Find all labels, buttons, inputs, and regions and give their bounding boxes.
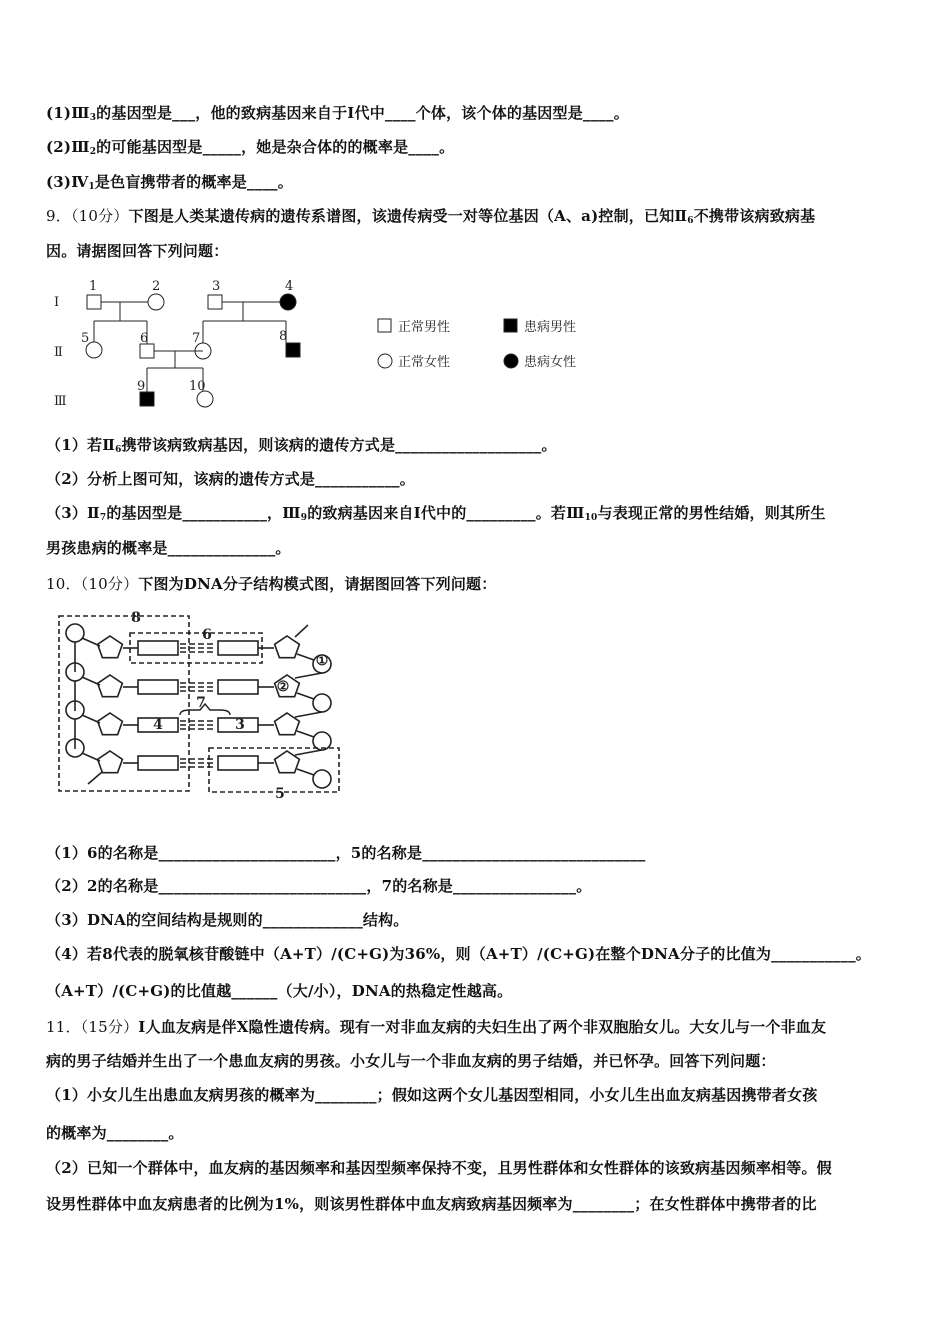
id-label: 5 xyxy=(81,331,90,346)
backbone xyxy=(295,673,322,678)
text-line xyxy=(46,1084,817,1105)
box-6 xyxy=(130,633,262,663)
individual-9 xyxy=(140,392,154,406)
deoxyribose xyxy=(275,636,300,658)
text-line xyxy=(46,537,291,558)
individual-8 xyxy=(286,343,300,357)
legend-normal-female-icon xyxy=(378,354,392,368)
base xyxy=(218,680,258,694)
id-label: 9 xyxy=(137,379,146,394)
phosphate xyxy=(313,770,331,788)
individual-3 xyxy=(208,295,222,309)
id-label: 3 xyxy=(212,279,221,294)
bond xyxy=(297,731,314,737)
text-run: （4）若8代表的脱氧核苷酸链中（A+T）/(C+G)为36%，则（A+T）/(C+G)在整个DNA分子的比值为___________。 xyxy=(46,945,871,963)
text-run: 设男性群体中血友病患者的比例为1%，则该男性群体中血友病致病基因频率为________；在女性群体中携带者的比 xyxy=(46,1195,817,1213)
deoxyribose xyxy=(98,636,123,658)
question-number: 9．（10分） xyxy=(46,207,129,225)
text-line xyxy=(46,240,228,261)
bond xyxy=(297,693,314,699)
text-line xyxy=(46,171,293,192)
generation-label: Ⅲ xyxy=(54,394,67,409)
id-label: 2 xyxy=(152,279,161,294)
label-8: 8 xyxy=(131,610,141,626)
id-label: 8 xyxy=(279,329,288,344)
deoxyribose xyxy=(98,675,123,697)
id-label: 4 xyxy=(285,279,294,294)
pedigree-diagram xyxy=(0,270,620,420)
id-label: 7 xyxy=(192,331,201,346)
label-7: 7 xyxy=(196,695,206,711)
generation-label: Ⅱ xyxy=(54,345,63,360)
text-run: （1）6的名称是_______________________，5的名称是_____________________________ xyxy=(46,844,646,862)
phosphate xyxy=(313,694,331,712)
label-4: 4 xyxy=(153,717,163,733)
individual-6 xyxy=(140,344,154,358)
subscript: 9 xyxy=(300,513,308,523)
base xyxy=(138,641,178,655)
text-run: 不携带该病致病基 xyxy=(693,207,816,225)
question-number: 10．（10分） xyxy=(46,575,139,593)
text-run: 是色盲携带者的概率是____。 xyxy=(94,173,293,191)
text-line xyxy=(46,502,826,523)
text-line xyxy=(46,1193,817,1214)
subscript: 6 xyxy=(687,216,694,226)
individual-1 xyxy=(87,295,101,309)
legend-label: 正常男性 xyxy=(398,320,451,335)
legend-affected-female-icon xyxy=(504,354,518,368)
text-run: 的基因型是___，他的致病基因来自于Ⅰ代中____个体，该个体的基因型是____。 xyxy=(96,104,629,122)
text-run: （2）2的名称是___________________________，7的名称是________________。 xyxy=(46,877,592,895)
text-run: I人血友病是伴X隐性遗传病。现有一对非血友病的夫妇生出了两个非双胞胎女儿。大女儿与一个非血友 xyxy=(138,1018,827,1036)
text-run: （1）若Ⅱ xyxy=(46,436,116,454)
text-line xyxy=(46,943,871,964)
text-run: （2）分析上图可知，该病的遗传方式是___________。 xyxy=(46,470,415,488)
text-line xyxy=(46,1016,826,1037)
text-run: （1）小女儿生出患血友病男孩的概率为________；假如这两个女儿基因型相同，小女儿生出血友病基因携带者女孩 xyxy=(46,1086,818,1104)
text-run: 的可能基因型是_____，她是杂合体的的概率是____。 xyxy=(96,138,455,156)
deoxyribose xyxy=(98,751,123,773)
text-line xyxy=(46,136,454,157)
label-3: 3 xyxy=(235,717,245,733)
text-line xyxy=(46,573,496,594)
box-8 xyxy=(59,616,189,791)
text-line xyxy=(46,875,591,896)
text-run: (2)Ⅲ xyxy=(46,138,90,156)
base xyxy=(138,680,178,694)
text-run: 病的男子结婚并生出了一个患血友病的男孩。小女儿与一个非血友病的男子结婚，并已怀孕。回答下列问题： xyxy=(46,1052,776,1070)
text-run: 男孩患病的概率是______________。 xyxy=(46,539,291,557)
id-label: 6 xyxy=(140,331,149,346)
individual-4 xyxy=(280,294,296,310)
base xyxy=(138,756,178,770)
text-line xyxy=(46,980,512,1001)
chain-end xyxy=(295,625,308,637)
text-line xyxy=(46,1122,184,1143)
text-run: 的概率为________。 xyxy=(46,1124,184,1142)
id-label: 10 xyxy=(189,379,206,394)
text-line xyxy=(46,842,646,863)
subscript: 7 xyxy=(99,513,107,523)
text-run: （3）Ⅱ xyxy=(46,504,100,522)
base xyxy=(218,641,258,655)
bond xyxy=(297,654,314,660)
text-run: 因。请据图回答下列问题： xyxy=(46,242,229,260)
subscript: 3 xyxy=(89,113,97,123)
text-run: 下图为DNA分子结构模式图，请据图回答下列问题： xyxy=(138,575,497,593)
label-1: ① xyxy=(315,653,329,669)
text-run: （2）已知一个群体中，血友病的基因频率和基因型频率保持不变，且男性群体和女性群体的该致病基因频率相等。假 xyxy=(46,1159,832,1177)
id-label: 1 xyxy=(89,279,98,294)
label-2: ② xyxy=(276,679,290,695)
text-line xyxy=(46,909,409,930)
deoxyribose xyxy=(98,713,123,735)
text-run: (3)Ⅳ xyxy=(46,173,89,191)
text-run: 的致病基因来自Ⅰ代中的_________。若Ⅲ xyxy=(307,504,585,522)
phosphate xyxy=(66,624,84,642)
text-run: 携带该病致病基因，则该病的遗传方式是___________________。 xyxy=(121,436,557,454)
subscript: 2 xyxy=(89,147,97,157)
legend-label: 患病男性 xyxy=(524,320,577,335)
text-run: 与表现正常的男性结婚，则其所生 xyxy=(597,504,826,522)
text-line xyxy=(46,102,629,123)
legend-label: 正常女性 xyxy=(398,355,451,370)
subscript: 1 xyxy=(88,182,95,192)
text-run: （A+T）/(C+G)的比值越______（大/小），DNA的热稳定性越高。 xyxy=(46,982,513,1000)
base xyxy=(218,756,258,770)
text-line xyxy=(46,434,557,455)
backbone xyxy=(295,712,322,717)
dna-structure-diagram xyxy=(50,600,350,800)
text-run: 的基因型是___________，Ⅲ xyxy=(106,504,301,522)
question-number: 11．（15分） xyxy=(46,1018,139,1036)
subscript: 6 xyxy=(115,445,122,455)
generation-label: Ⅰ xyxy=(54,295,60,310)
legend-normal-male-icon xyxy=(378,319,391,332)
legend-affected-male-icon xyxy=(504,319,517,332)
label-5: 5 xyxy=(275,786,285,800)
individual-2 xyxy=(148,294,164,310)
text-line xyxy=(46,1157,832,1178)
text-run: 下图是人类某遗传病的遗传系谱图，该遗传病受一对等位基因（A、a)控制，已知Ⅱ xyxy=(128,207,688,225)
subscript: 10 xyxy=(584,513,598,523)
text-run: (1)Ⅲ xyxy=(46,104,90,122)
text-run: （3）DNA的空间结构是规则的_____________结构。 xyxy=(46,911,409,929)
legend-label: 患病女性 xyxy=(524,355,577,370)
chain-end xyxy=(88,772,102,784)
backbone xyxy=(295,750,322,755)
label-6: 6 xyxy=(202,627,212,643)
bond xyxy=(297,769,314,775)
text-line xyxy=(46,205,815,226)
text-line xyxy=(46,468,415,489)
text-line xyxy=(46,1050,776,1071)
